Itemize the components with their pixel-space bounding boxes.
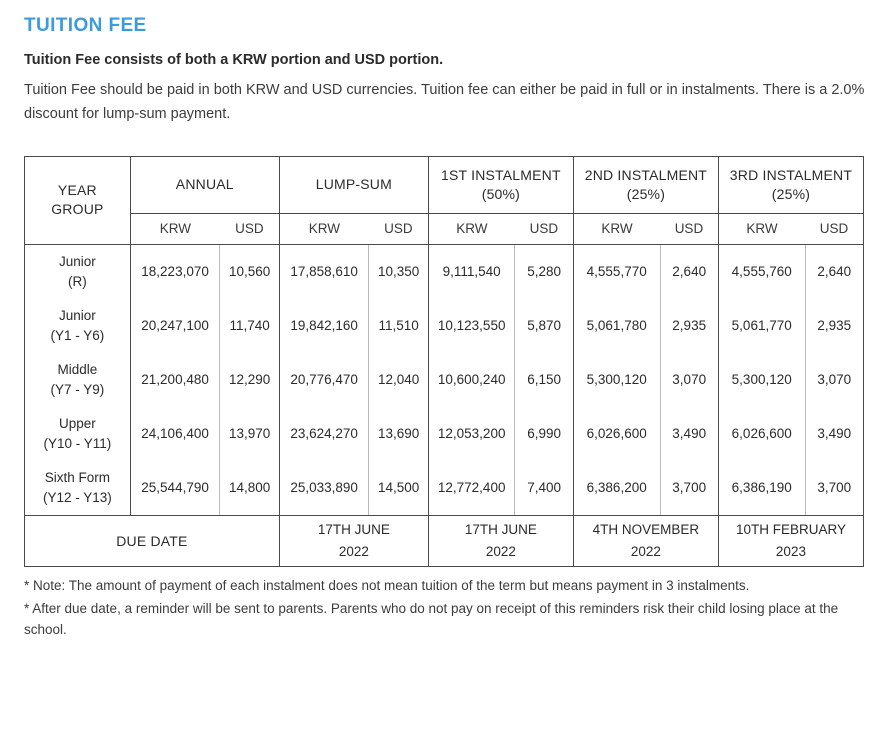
cell-lump-usd: 10,350 — [369, 244, 428, 299]
cell-inst2-usd: 3,700 — [660, 461, 718, 516]
page-title: TUITION FEE — [24, 15, 147, 36]
due-date-instalment-2 — [573, 515, 718, 566]
cell-annual-krw: 20,247,100 — [141, 318, 209, 334]
row-year-group-line1: Junior — [58, 254, 96, 270]
header-group-annual — [130, 156, 279, 213]
tuition-fee-table-wrapper — [24, 156, 864, 567]
cell-inst3-krw: 5,300,120 — [731, 372, 792, 388]
cell-annual-krw: 21,200,480 — [141, 372, 209, 388]
header-currency-annual-usd: USD — [220, 213, 279, 244]
cell-inst3-usd: 2,935 — [805, 299, 863, 353]
due-date-instalment-2-line1: 4TH NOVEMBER — [592, 522, 700, 538]
row-year-group — [25, 353, 131, 407]
cell-annual-usd: 10,560 — [220, 244, 279, 299]
cell-lump-usd: 12,040 — [369, 353, 428, 407]
cell-inst2-krw: 5,300,120 — [586, 372, 647, 388]
header-group-instalment-1-label: 1ST INSTALMENT — [441, 166, 561, 183]
row-year-group — [25, 299, 131, 353]
header-group-instalment-2 — [573, 156, 718, 213]
tuition-fee-table — [24, 156, 864, 567]
header-group-instalment-1-sub: (50%) — [481, 185, 521, 202]
intro-paragraph: Tuition Fee should be paid in both KRW and USD currencies. Tuition fee can either be paid in full or in instalments. There is a 2.0% discount for lump-sum payment. — [24, 82, 865, 122]
table-head — [25, 156, 864, 244]
cell-inst1-usd: 5,280 — [515, 244, 573, 299]
row-year-group-line2: (Y10 - Y11) — [43, 435, 112, 451]
table-notes — [24, 576, 869, 641]
cell-lump-krw: 23,624,270 — [290, 426, 358, 442]
note-item: * After due date, a reminder will be sent to parents. Parents who do not pay on receipt of this reminders risk their child losing place at the school. — [24, 600, 839, 637]
row-year-group-line1: Junior — [58, 308, 96, 324]
due-date-instalment-1-line2: 2022 — [485, 543, 516, 559]
cell-lump-krw: 25,033,890 — [279, 461, 369, 516]
due-date-instalment-1-line1: 17TH JUNE — [464, 522, 537, 538]
table-header-group-row — [25, 156, 864, 213]
due-date-label: DUE DATE — [25, 515, 280, 566]
cell-inst1-krw: 10,600,240 — [437, 372, 506, 388]
row-year-group-line1: Middle — [57, 362, 98, 378]
cell-inst3-krw: 6,386,190 — [718, 461, 805, 516]
header-currency-inst2-usd: USD — [660, 213, 718, 244]
cell-inst1-usd: 6,990 — [515, 407, 573, 461]
header-currency-lump-usd: USD — [369, 213, 428, 244]
intro-bold-text: Tuition Fee consists of both a KRW portion and USD portion. — [24, 51, 444, 68]
cell-inst2-krw: 5,061,780 — [586, 318, 647, 334]
cell-inst3-usd: 3,700 — [805, 461, 863, 516]
cell-inst2-krw: 6,386,200 — [573, 461, 660, 516]
header-currency-lump-krw: KRW — [279, 213, 369, 244]
due-date-instalment-3-line2: 2023 — [775, 543, 806, 559]
cell-inst2-usd: 3,490 — [660, 407, 718, 461]
table-body — [25, 244, 864, 566]
cell-annual-krw: 25,544,790 — [130, 461, 220, 516]
header-group-instalment-3 — [718, 156, 863, 213]
cell-annual-krw: 24,106,400 — [141, 426, 209, 442]
header-year-group-line1: YEAR — [57, 182, 97, 199]
row-year-group — [25, 407, 131, 461]
table-row — [25, 461, 864, 516]
row-year-group-line2: (Y7 - Y9) — [50, 381, 105, 397]
header-year-group-line2: GROUP — [51, 201, 104, 218]
table-row — [25, 299, 864, 353]
table-row — [25, 244, 864, 299]
cell-annual-usd: 13,970 — [220, 407, 279, 461]
header-year-group — [25, 156, 131, 244]
header-currency-inst2-krw: KRW — [573, 213, 660, 244]
cell-lump-usd: 14,500 — [369, 461, 428, 516]
header-group-instalment-2-label: 2ND INSTALMENT — [584, 166, 708, 183]
cell-inst3-usd: 3,490 — [805, 407, 863, 461]
cell-inst2-usd: 2,935 — [660, 299, 718, 353]
cell-inst3-krw: 6,026,600 — [731, 426, 792, 442]
cell-lump-usd: 11,510 — [369, 299, 428, 353]
row-year-group — [25, 244, 131, 299]
cell-lump-krw: 20,776,470 — [290, 372, 358, 388]
note-item: * Note: The amount of payment of each instalment does not mean tuition of the term but means payment in 3 instalments. — [24, 577, 750, 593]
cell-inst3-usd: 2,640 — [805, 244, 863, 299]
cell-annual-krw: 18,223,070 — [141, 264, 209, 280]
row-year-group-line2: (Y12 - Y13) — [42, 489, 112, 505]
cell-inst2-krw: 6,026,600 — [586, 426, 647, 442]
header-group-lump-sum-label: LUMP-SUM — [315, 176, 392, 193]
due-date-instalment-2-line2: 2022 — [630, 543, 661, 559]
cell-annual-usd: 11,740 — [220, 299, 279, 353]
row-year-group — [25, 461, 131, 516]
due-date-lump-sum — [279, 515, 428, 566]
cell-inst1-usd: 6,150 — [515, 353, 573, 407]
header-group-instalment-3-label: 3RD INSTALMENT — [729, 166, 853, 183]
header-group-annual-label: ANNUAL — [175, 176, 234, 193]
cell-inst1-krw: 9,111,540 — [442, 264, 501, 280]
row-year-group-line1: Upper — [58, 416, 96, 432]
header-currency-inst3-usd: USD — [805, 213, 863, 244]
cell-lump-krw: 19,842,160 — [290, 318, 358, 334]
cell-inst1-krw: 12,772,400 — [428, 461, 515, 516]
cell-inst1-usd: 7,400 — [515, 461, 573, 516]
row-year-group-line2: (Y1 - Y6) — [50, 327, 105, 343]
cell-inst2-krw: 4,555,770 — [586, 264, 647, 280]
cell-inst3-usd: 3,070 — [805, 353, 863, 407]
table-row — [25, 407, 864, 461]
row-year-group-line1: Sixth Form — [44, 470, 110, 486]
cell-inst2-usd: 3,070 — [660, 353, 718, 407]
cell-inst3-krw: 5,061,770 — [731, 318, 792, 334]
header-group-instalment-3-sub: (25%) — [771, 185, 811, 202]
due-date-lump-sum-line1: 17TH JUNE — [317, 522, 390, 538]
cell-inst3-krw: 4,555,760 — [731, 264, 792, 280]
header-group-instalment-2-sub: (25%) — [626, 185, 666, 202]
header-currency-inst1-usd: USD — [515, 213, 573, 244]
due-date-instalment-3-line1: 10TH FEBRUARY — [735, 522, 846, 538]
header-group-instalment-1 — [428, 156, 573, 213]
row-year-group-line2: (R) — [68, 273, 87, 289]
due-date-row — [25, 515, 864, 566]
cell-inst1-usd: 5,870 — [515, 299, 573, 353]
cell-inst1-krw: 10,123,550 — [437, 318, 506, 334]
cell-annual-usd: 12,290 — [220, 353, 279, 407]
header-group-lump-sum — [279, 156, 428, 213]
table-row — [25, 353, 864, 407]
cell-inst2-usd: 2,640 — [660, 244, 718, 299]
cell-lump-krw: 17,858,610 — [290, 264, 358, 280]
due-date-instalment-3 — [718, 515, 863, 566]
cell-lump-usd: 13,690 — [369, 407, 428, 461]
header-currency-inst3-krw: KRW — [718, 213, 805, 244]
due-date-instalment-1 — [428, 515, 573, 566]
cell-annual-usd: 14,800 — [220, 461, 279, 516]
header-currency-inst1-krw: KRW — [428, 213, 515, 244]
header-currency-annual-krw: KRW — [130, 213, 220, 244]
table-header-currency-row — [25, 213, 864, 244]
cell-inst1-krw: 12,053,200 — [437, 426, 506, 442]
due-date-lump-sum-line2: 2022 — [338, 543, 369, 559]
